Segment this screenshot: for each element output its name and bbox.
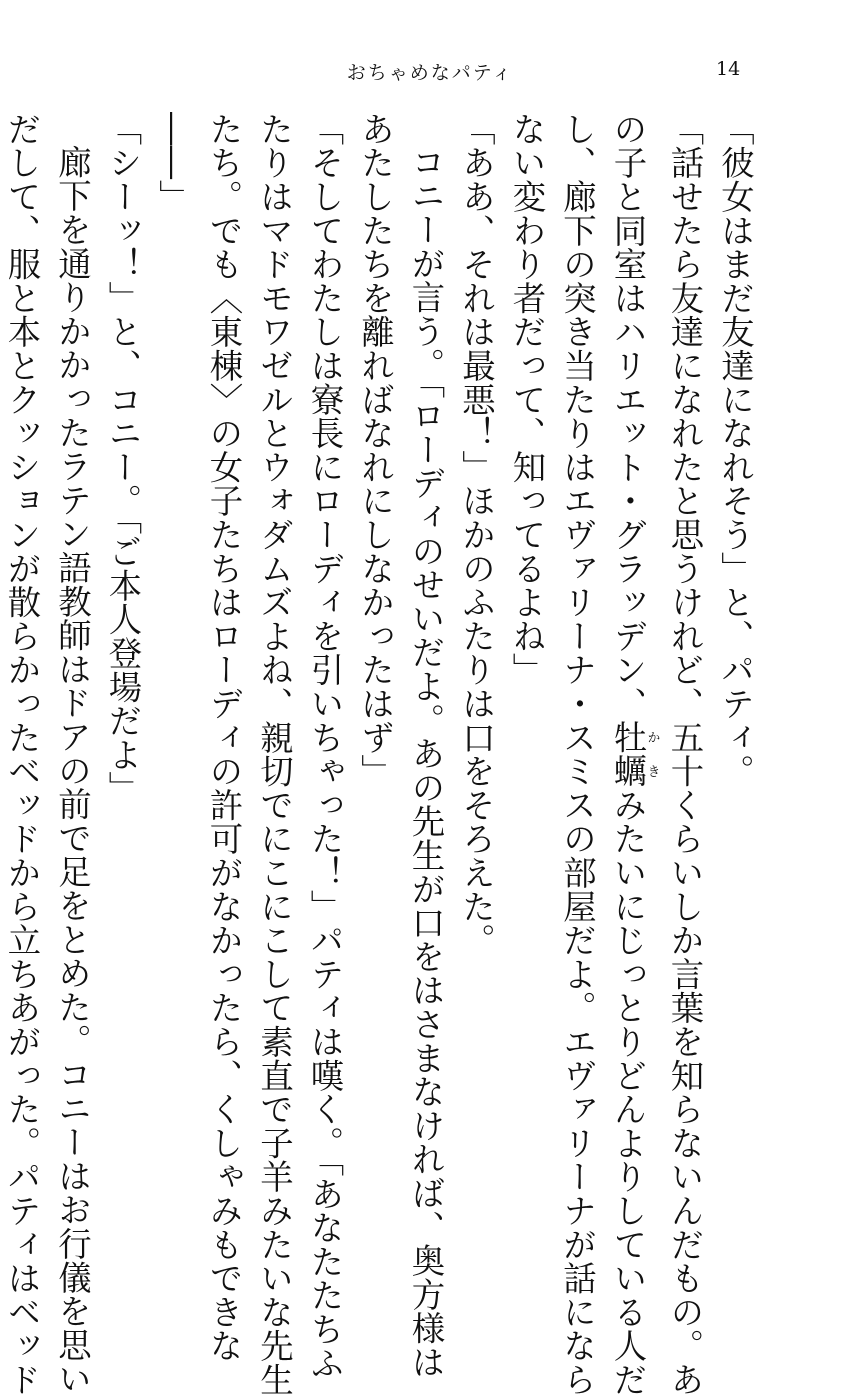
running-header: おちゃめなパティ [346,62,514,84]
text-line: だして、服と本とクッションが散らかったベッドから立ちあがった。パティはベッド [2,112,42,1396]
text-line: たち。でも〈東棟〉の女子たちはローディの許可がなかったら、くしゃみもできな [204,112,244,1363]
page-number: 14 [716,58,741,80]
text-line: ――」 [154,112,193,214]
text-line: し、廊下の突き当たりはエヴァリーナ・スミスの部屋だよ。エヴァリーナが話になら [558,112,597,1396]
text-line-segment: の子と同室はハリエット・グラッデン、 [608,112,648,721]
text-line [602,112,660,1396]
ruby-annotation [608,720,660,789]
text-line: ない変わり者だって、知ってるよね」 [507,112,547,687]
text-line: 「シーッ！」と、コニー。「ご本人登場だよ」 [103,112,143,806]
body-text [2,112,760,1396]
text-line: 「ああ、それは最悪！」ほかのふたりは口をそろえた。 [457,112,496,957]
text-line: 「話せたら友達になれたと思うけれど、五十くらいしか言葉を知らないんだもの。あ [665,112,705,1396]
ruby-base: 牡蠣 [608,720,648,789]
text-line: たりはマドモワゼルとウォダムズよね、親切でにこにこして素直で子羊みたいな先生 [255,112,294,1396]
text-line: 「彼女はまだ友達になれそう」と、パティ。 [716,112,755,788]
text-line: あたしたちを離ればなれにしなかったはず」 [356,112,395,788]
text-line: コニーが言う。「ローディのせいだよ。あの先生が口をはさまなければ、奥方様は [406,145,446,1380]
text-line: 廊下を通りかかったラテン語教師はドアの前で足をとめた。コニーはお行儀を思い [53,145,92,1396]
text-line: 「そしてわたしは寮長にローディを引いちゃった！」パティは嘆く。「あなたたちふ [305,112,345,1380]
ruby-reading: かき [644,720,660,788]
text-line-segment: みたいにじっとりどんよりしている人だ [608,788,648,1396]
